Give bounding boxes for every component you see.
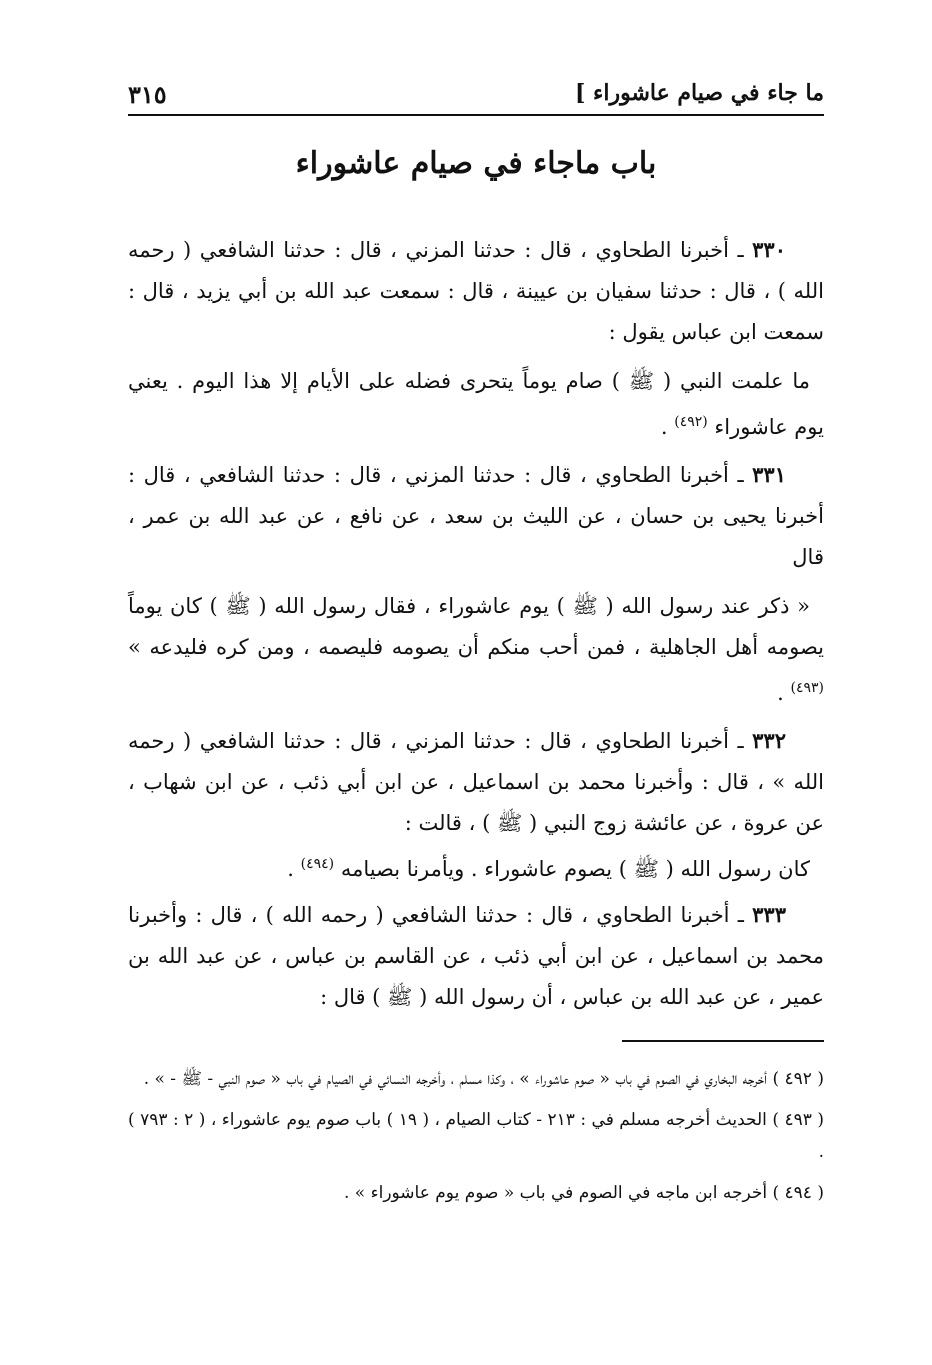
footnote-ref: (٤٩٤) <box>300 856 335 872</box>
matn-text: كان رسول الله ( ﷺ ) يصوم عاشوراء . ويأمرنا بصيامه <box>340 857 810 881</box>
hadith-matn <box>128 361 824 448</box>
hadith-matn <box>128 586 824 714</box>
matn-text: « ذكر عند رسول الله ( ﷺ ) يوم عاشوراء ، فقال رسول الله ( ﷺ ) كان يوماً يصومه أهل الجاهلية ، فمن أحب منكم أن يصومه فليصمه ، ومن كره فليدعه » <box>128 594 825 659</box>
isnad-text: أخبرنا الطحاوي ، قال : حدثنا المزني ، قال : حدثنا الشافعي ( رحمه الله ) ، قال : حدثنا سفيان بن عيينة ، قال : سمعت عبد الله بن أبي يزيد ، قال : سمعت ابن عباس يقول : <box>128 238 824 344</box>
hadith-matn <box>128 844 824 890</box>
matn-end: . <box>777 681 784 705</box>
footnote-ref: (٤٩٣) <box>790 680 824 696</box>
hadith-number: ٣٣٠ <box>752 237 786 262</box>
chapter-title: باب ماجاء في صيام عاشوراء <box>295 146 657 181</box>
footnote-494: ( ٤٩٤ ) أخرجه ابن ماجه في الصوم في باب « صوم يوم عاشوراء » . <box>343 1183 824 1203</box>
matn-end: . <box>287 857 294 881</box>
hadith-331 <box>128 454 824 714</box>
footnote-493: ( ٤٩٣ ) الحديث أخرجه مسلم في : ٢١٣ - كتاب الصيام ، ( ١٩ ) باب صوم يوم عاشوراء ، ( ٢ : ٧٩٣ ) . <box>128 1110 824 1162</box>
hadith-isnad: ٣٣٠ ـ أخبرنا الطحاوي ، قال : حدثنا المزني ، قال : حدثنا الشافعي ( رحمه الله ) ، قال : حدثنا سفيان بن عيينة ، قال : سمعت عبد الله بن أبي يزيد ، قال : سمعت ابن عباس يقول : <box>128 237 824 344</box>
hadith-isnad: ٣٣٢ ـ أخبرنا الطحاوي ، قال : حدثنا المزني ، قال : حدثنا الشافعي ( رحمه الله » ، قال : وأخبرنا محمد بن اسماعيل ، عن ابن أبي ذئب ، عن ابن شهاب ، عن عروة ، عن عائشة زوج النبي ( ﷺ ) ، قالت : <box>128 728 824 835</box>
isnad-text: أخبرنا الطحاوي ، قال : حدثنا الشافعي ( رحمه الله ) ، قال : وأخبرنا محمد بن اسماعيل ، عن ابن أبي ذئب ، عن القاسم بن عباس ، عن عبد الله بن عمير ، عن عبد الله بن عباس ، أن رسول الله ( ﷺ ) قال : <box>128 903 824 1009</box>
hadith-number: ٣٣٢ <box>752 728 786 753</box>
running-head: ما جاء في صيام عاشوراء ] <box>574 80 824 106</box>
footnote-492: ( ٤٩٢ ) أخرجه البخاري في الصوم في باب « صوم عاشوراء » ، وكذا مسلم ، وأخرجه النسائي في الصيام في باب « صوم النبي - ﷺ - » . <box>143 1069 824 1089</box>
footnote-ref: (٤٩٢) <box>674 414 708 430</box>
hadith-332 <box>128 720 824 890</box>
hadith-number: ٣٣٣ <box>752 902 786 927</box>
hadith-330 <box>128 229 824 448</box>
matn-text: ما علمت النبي ( ﷺ ) صام يوماً يتحرى فضله على الأيام إلا هذا اليوم . يعني يوم عاشوراء <box>128 369 824 439</box>
page-number: ٣١٥ <box>128 80 167 109</box>
hadith-isnad: ٣٣١ ـ أخبرنا الطحاوي ، قال : حدثنا المزني ، قال : حدثنا الشافعي ، قال : أخبرنا يحيى بن حسان ، عن الليث بن سعد ، عن نافع ، عن عبد الله بن عمر ، قال <box>128 462 824 569</box>
isnad-text: أخبرنا الطحاوي ، قال : حدثنا المزني ، قال : حدثنا الشافعي ، قال : أخبرنا يحيى بن حسان ، عن الليث بن سعد ، عن نافع ، عن عبد الله بن عمر ، قال <box>128 463 824 569</box>
hadith-333 <box>128 894 824 1018</box>
footnote-separator <box>622 1040 824 1042</box>
page-header <box>128 78 824 116</box>
isnad-text: أخبرنا الطحاوي ، قال : حدثنا المزني ، قال : حدثنا الشافعي ( رحمه الله » ، قال : وأخبرنا محمد بن اسماعيل ، عن ابن أبي ذئب ، عن ابن شهاب ، عن عروة ، عن عائشة زوج النبي ( ﷺ ) ، قالت : <box>128 729 824 835</box>
hadith-number: ٣٣١ <box>752 462 786 487</box>
hadith-isnad: ٣٣٣ ـ أخبرنا الطحاوي ، قال : حدثنا الشافعي ( رحمه الله ) ، قال : وأخبرنا محمد بن اسماعيل ، عن ابن أبي ذئب ، عن القاسم بن عباس ، عن عبد الله بن عمير ، عن عبد الله بن عباس ، أن رسول الله ( ﷺ ) قال : <box>128 902 824 1009</box>
footnotes <box>128 1063 824 1218</box>
matn-end: . <box>660 415 668 439</box>
